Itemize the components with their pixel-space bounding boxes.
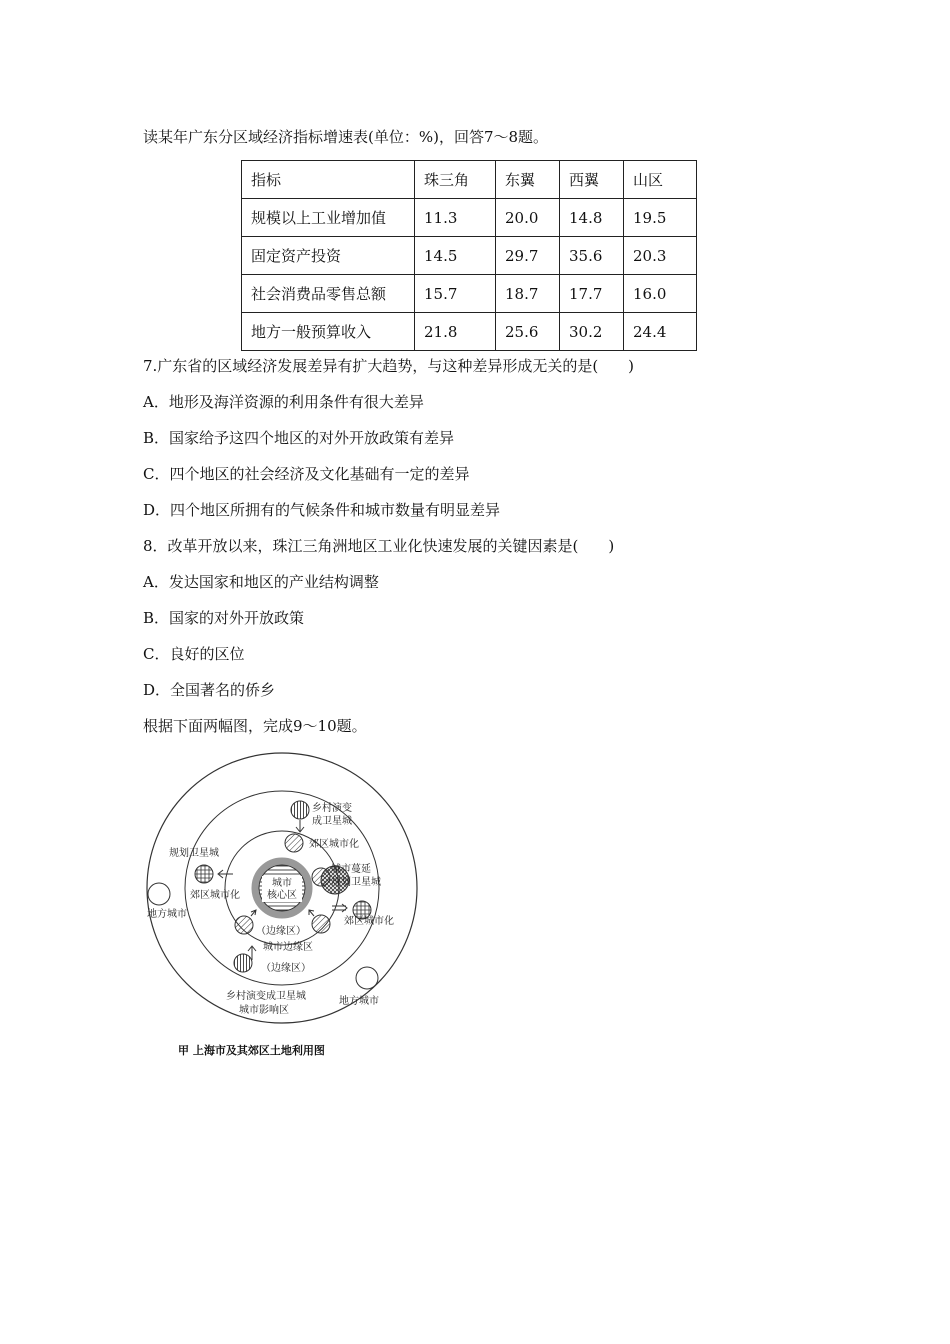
table-header-cell: 珠三角 [415, 161, 496, 199]
core-label: 城市 [272, 878, 292, 889]
question-8-option-a[interactable]: A．发达国家和地区的产业结构调整 [143, 573, 379, 591]
suburban-symbol [312, 868, 330, 886]
question-7-option-b[interactable]: B．国家给予这四个地区的对外开放政策有差异 [143, 429, 455, 447]
rural-satellite-label: 乡村演变 [312, 803, 352, 814]
table-header-cell: 东翼 [496, 161, 560, 199]
table-cell: 20.0 [496, 199, 560, 237]
table-row [242, 313, 697, 351]
table-cell: 35.6 [560, 237, 624, 275]
table-cell: 社会消费品零售总额 [242, 275, 415, 313]
arrow-icon [251, 910, 256, 916]
question-8-option-d[interactable]: D．全国著名的侨乡 [143, 681, 276, 699]
rural-satellite-symbol [234, 954, 252, 972]
arrow-icon [309, 910, 314, 916]
table-cell: 24.4 [624, 313, 697, 351]
table-cell: 20.3 [624, 237, 697, 275]
land-use-diagram [143, 748, 433, 1038]
question-7-option-d[interactable]: D．四个地区所拥有的气候条件和城市数量有明显差异 [143, 501, 501, 519]
question-8-option-c[interactable]: C．良好的区位 [143, 645, 245, 663]
table-row [242, 199, 697, 237]
table-cell: 16.0 [624, 275, 697, 313]
core-label: 核心区 [267, 890, 297, 901]
suburban-symbol [312, 915, 330, 933]
table-cell: 固定资产投资 [242, 237, 415, 275]
table-cell: 29.7 [496, 237, 560, 275]
rural-satellite-label: 成卫星城 [312, 816, 352, 827]
down-arrow-icon [296, 820, 304, 832]
table-cell: 15.7 [415, 275, 496, 313]
table-cell: 21.8 [415, 313, 496, 351]
table-cell: 30.2 [560, 313, 624, 351]
table-cell: 规模以上工业增加值 [242, 199, 415, 237]
question-7-option-c[interactable]: C．四个地区的社会经济及文化基础有一定的差异 [143, 465, 470, 483]
figure-caption: 甲 上海市及其郊区土地利用图 [178, 1044, 325, 1057]
table-cell: 地方一般预算收入 [242, 313, 415, 351]
intro-7-8: 读某年广东分区域经济指标增速表(单位：%)，回答7～8题。 [143, 128, 549, 146]
table-header-cell: 山区 [624, 161, 697, 199]
rural-satellite-symbol [291, 801, 309, 819]
suburban-symbol [285, 834, 303, 852]
table-cell: 17.7 [560, 275, 624, 313]
influence-zone-label: 城市影响区 [239, 1005, 289, 1016]
suburban-label: 郊区城市化 [190, 890, 240, 901]
rural-satellite-label: 乡村演变成卫星城 [226, 991, 306, 1002]
table-header-cell: 指标 [242, 161, 415, 199]
suburban-symbol [235, 916, 253, 934]
left-arrow-icon [218, 870, 233, 878]
table-cell: 14.5 [415, 237, 496, 275]
table-header-cell: 西翼 [560, 161, 624, 199]
edge-zone-label: （边缘区） [256, 926, 306, 937]
edge-zone-label: 城市边缘区 [263, 942, 313, 953]
table-cell: 11.3 [415, 199, 496, 237]
local-city-symbol [148, 883, 170, 905]
sprawl-label: 城市蔓延 [331, 864, 371, 875]
planned-satellite-label: 规划卫星城 [169, 848, 219, 859]
suburban-label: 郊区城市化 [344, 916, 394, 927]
planned-satellite-symbol [195, 865, 213, 883]
growth-table [241, 160, 697, 351]
planned-satellite-label: 规划卫星城 [331, 877, 381, 888]
local-city-label: 地方城市 [147, 909, 187, 920]
edge-zone-label: （边缘区） [261, 963, 311, 974]
table-row [242, 237, 697, 275]
table-row [242, 275, 697, 313]
table-header-row [242, 161, 697, 199]
question-8-option-b[interactable]: B．国家的对外开放政策 [143, 609, 305, 627]
local-city-symbol [356, 967, 378, 989]
table-cell: 14.8 [560, 199, 624, 237]
table-cell: 18.7 [496, 275, 560, 313]
suburban-label: 郊区城市化 [309, 839, 359, 850]
intro-9-10: 根据下面两幅图，完成9～10题。 [143, 717, 367, 735]
local-city-label: 地方城市 [339, 996, 379, 1007]
question-7-option-a[interactable]: A．地形及海洋资源的利用条件有很大差异 [143, 393, 424, 411]
table-cell: 25.6 [496, 313, 560, 351]
table-cell: 19.5 [624, 199, 697, 237]
question-8-stem: 8．改革开放以来，珠江三角洲地区工业化快速发展的关键因素是( ) [143, 537, 615, 555]
question-7-stem: 7.广东省的区域经济发展差异有扩大趋势，与这种差异形成无关的是( ) [143, 357, 635, 375]
